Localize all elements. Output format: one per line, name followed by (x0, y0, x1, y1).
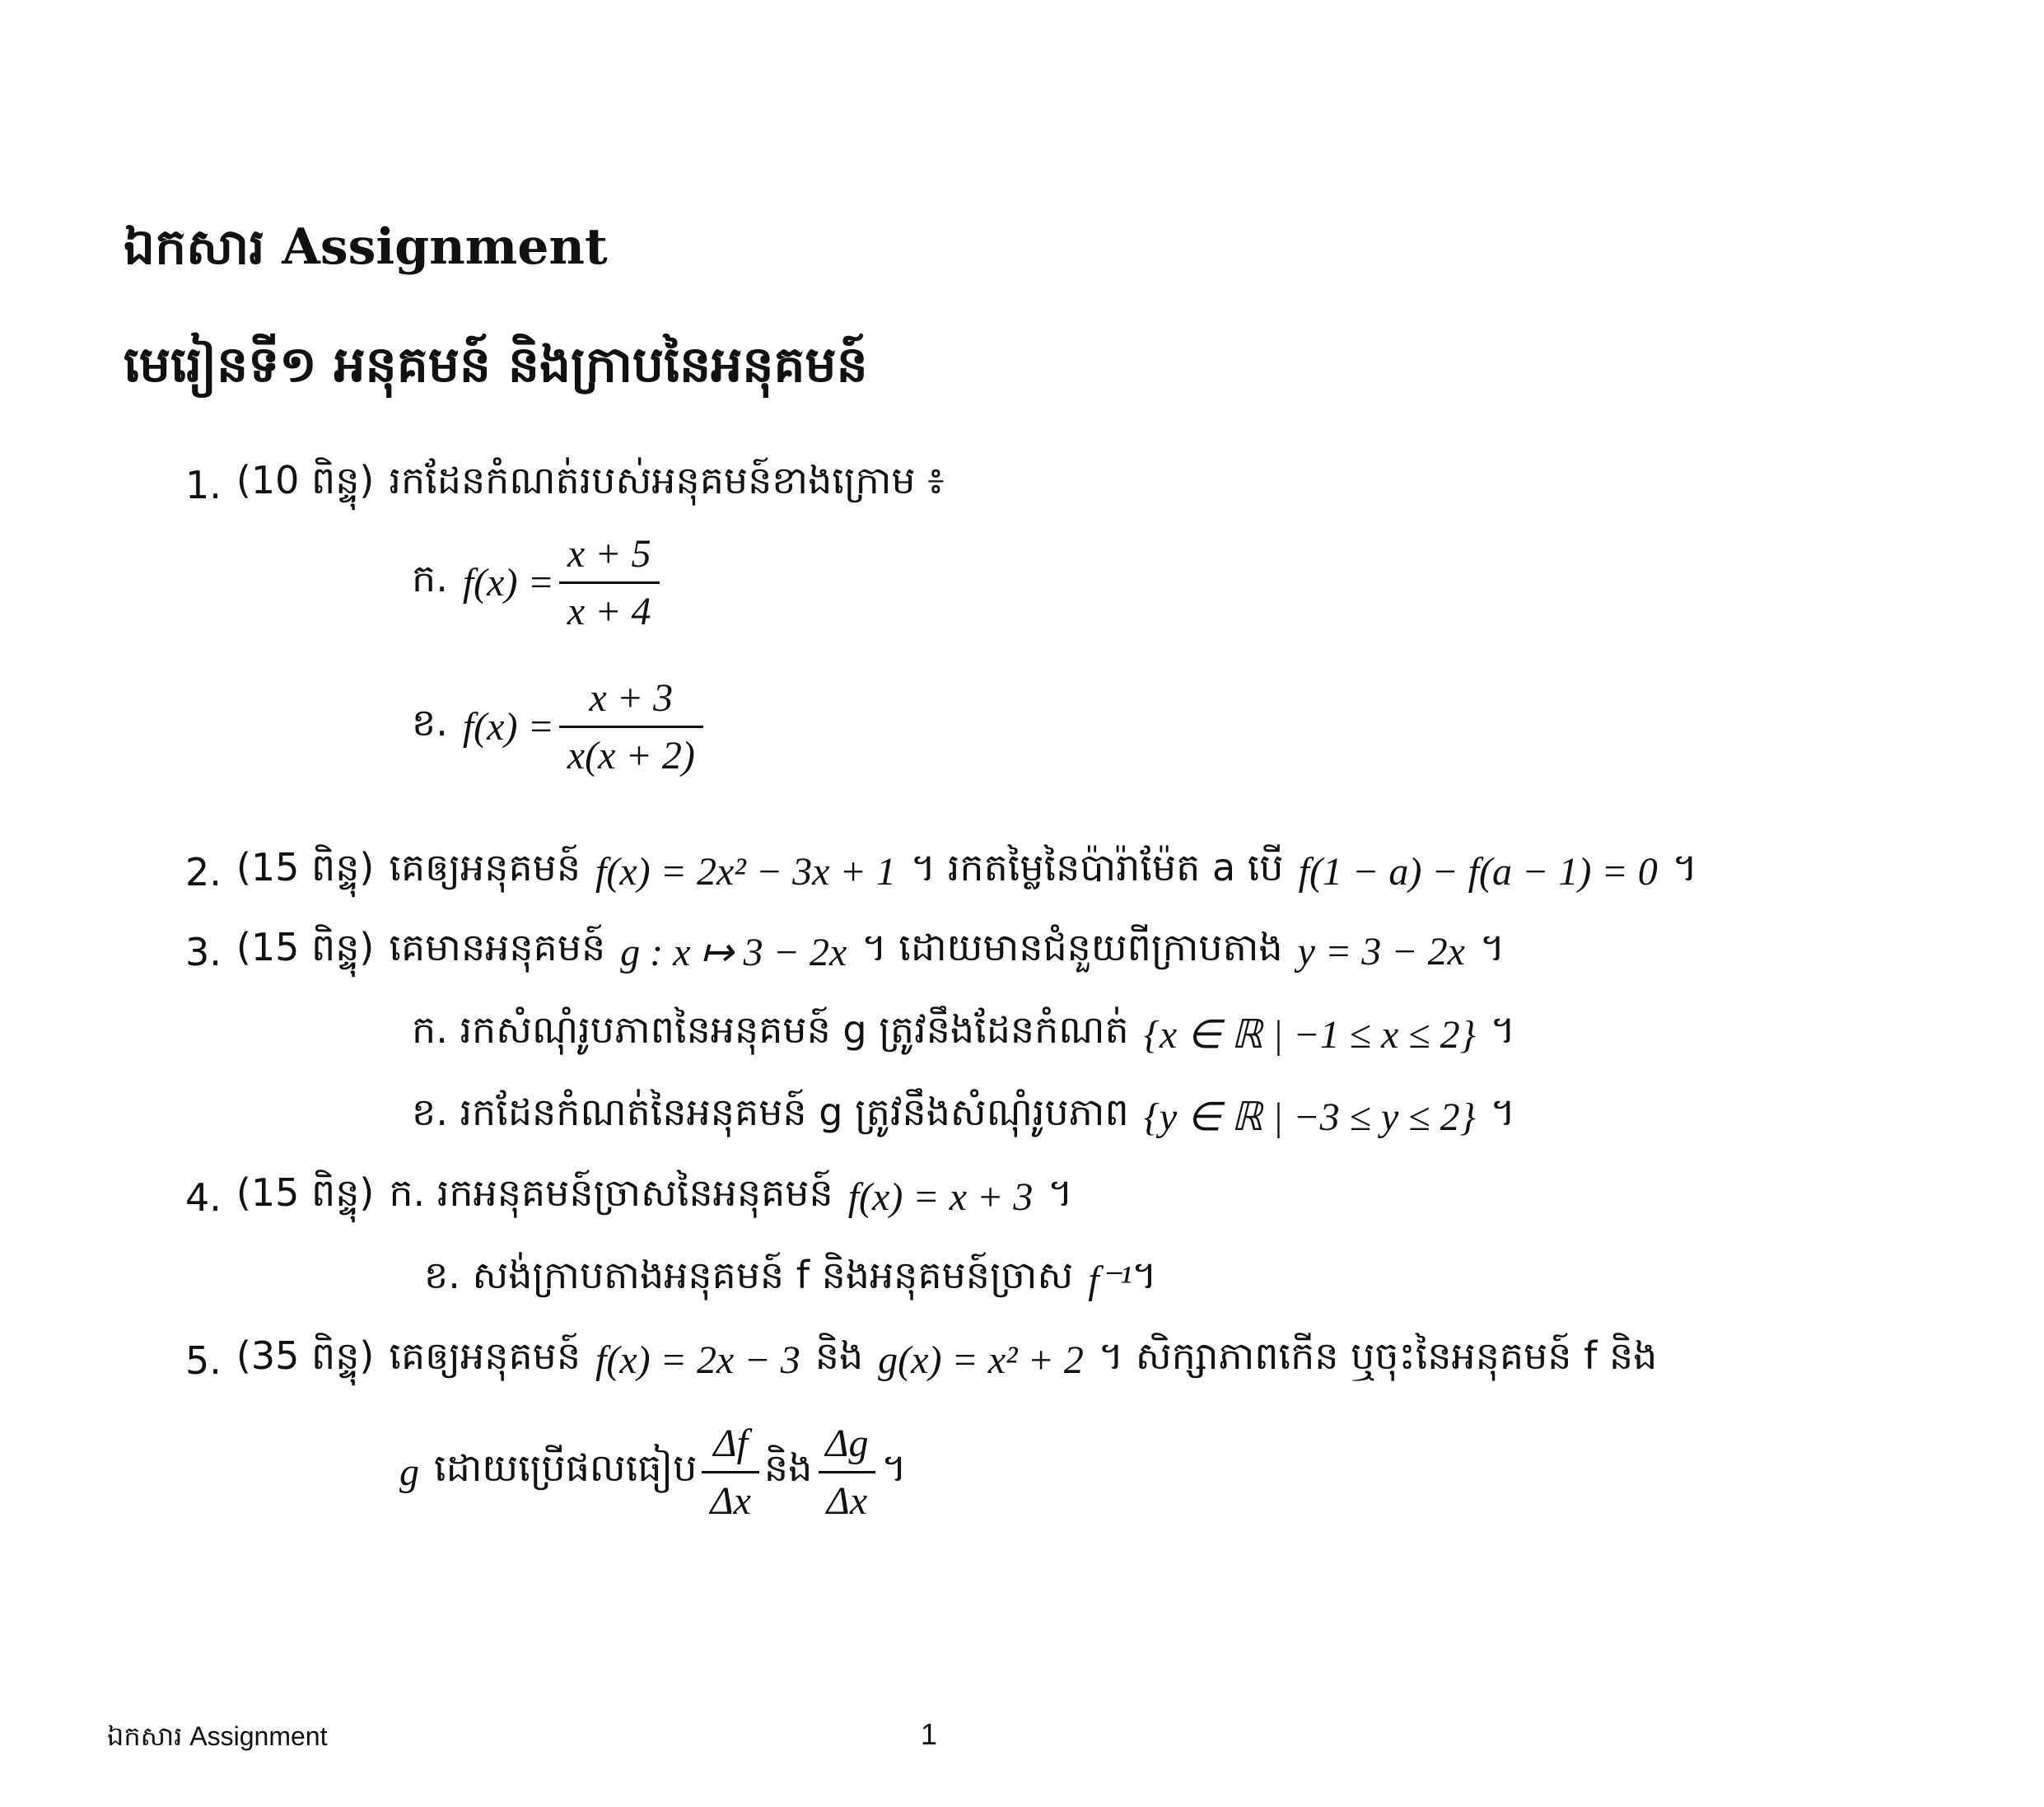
q1-a-label: ក. (412, 556, 448, 600)
q5-l2-text: ដោយប្រើផលធៀប (434, 1445, 698, 1490)
q1-part-a (412, 531, 665, 634)
q1-b-label: ខ. (412, 700, 448, 745)
q4-b-end: ។ (1132, 1253, 1157, 1297)
q5-text-3: ។ សិក្សាភាពកើន ឬចុះនៃអនុគមន៍ f និង (1098, 1333, 1658, 1378)
q3-text-1: គេមានអនុគមន៍ (389, 925, 606, 969)
question-1 (185, 457, 944, 512)
q4-number: 4. (185, 1174, 222, 1220)
q5-text-1: គេឲ្យអនុគមន៍ (389, 1333, 581, 1378)
q3-points: (15 ពិន្ទុ) (236, 925, 375, 969)
q3-text-3: ។ (1479, 925, 1505, 969)
q5-l2-and: និង (763, 1445, 813, 1490)
document-title: ឯកសារ Assignment (124, 218, 608, 276)
question-3 (185, 924, 1505, 979)
q2-text-2: ។ រកតម្លៃនៃប៉ារ៉ាម៉ែត a បើ (910, 845, 1284, 889)
q5-math-1: f(x) = 2x − 3 (595, 1338, 800, 1382)
q3-b-text: ខ. រកដែនកំណត់នៃអនុគមន៍ g ត្រូវនឹងសំណុំរូបភាព (412, 1090, 1129, 1134)
q1-a-numerator: x + 5 (567, 532, 651, 576)
q1-a-lhs: f(x) = (462, 561, 554, 605)
q5-math-2: g(x) = x² + 2 (878, 1338, 1084, 1382)
q5-l2-end: ។ (881, 1445, 907, 1490)
q5-fraction-g (817, 1421, 876, 1524)
q3-a-end: ។ (1490, 1007, 1516, 1052)
q3-math-2: y = 3 − 2x (1297, 930, 1465, 974)
q5-f-numerator: Δf (713, 1422, 748, 1465)
q2-text-3: ។ (1672, 845, 1698, 889)
q1-part-b (412, 675, 708, 778)
q5-number: 5. (185, 1338, 222, 1383)
q5-g-denominator: Δx (819, 1471, 875, 1524)
q3-number: 3. (185, 929, 222, 974)
q4-b-math: f⁻¹ (1088, 1258, 1132, 1302)
q3-text-2: ។ ដោយមានជំនួយពីក្រាបតាង (861, 925, 1283, 969)
q2-number: 2. (185, 849, 222, 894)
q1-points: (10 ពិន្ទុ) (236, 458, 375, 502)
footer-left: ឯកសារ Assignment (107, 1721, 328, 1751)
page-number: 1 (921, 1717, 938, 1751)
q4-part-b (424, 1252, 1157, 1307)
q1-b-numerator: x + 3 (589, 676, 674, 720)
q4-a-text: ក. រកអនុគមន៍ច្រាសនៃអនុគមន៍ (389, 1170, 833, 1215)
q2-math-1: f(x) = 2x² − 3x + 1 (595, 850, 896, 894)
q3-a-math: {x ∈ ℝ | −1 ≤ x ≤ 2} (1143, 1012, 1476, 1057)
q5-points: (35 ពិន្ទុ) (236, 1333, 375, 1378)
q4-b-text: ខ. សង់ក្រាបតាងអនុគមន៍ f និងអនុគមន៍ច្រាស (424, 1253, 1074, 1297)
q4-a-math: f(x) = x + 3 (847, 1175, 1034, 1219)
q2-points: (15 ពិន្ទុ) (236, 845, 375, 889)
q1-b-denominator: x(x + 2) (559, 726, 703, 778)
q3-math-1: g : x ↦ 3 − 2x (620, 930, 847, 974)
lesson-heading: មេរៀនទី១ អនុគមន៍ និងក្រាបនៃអនុគមន៍ (124, 336, 868, 394)
question-5 (185, 1333, 1657, 1388)
q3-b-math: {y ∈ ℝ | −3 ≤ y ≤ 2} (1143, 1095, 1476, 1139)
q5-g-numerator: Δg (825, 1422, 869, 1465)
q1-a-denominator: x + 4 (559, 581, 660, 634)
q3-part-a (412, 1006, 1515, 1062)
q4-points: (15 ពិន្ទុ) (236, 1170, 375, 1215)
q1-b-lhs: f(x) = (462, 705, 554, 749)
question-4 (185, 1170, 1073, 1225)
q1-b-fraction (559, 675, 703, 778)
q1-a-fraction (559, 531, 660, 634)
question-2 (185, 844, 1697, 899)
q5-f-denominator: Δx (702, 1471, 758, 1524)
q1-number: 1. (185, 462, 222, 507)
q2-text-1: គេឲ្យអនុគមន៍ (389, 845, 581, 889)
q3-a-text: ក. រកសំណុំរូបភាពនៃអនុគមន៍ g ត្រូវនឹងដែនកំណត់ (412, 1007, 1129, 1052)
q2-math-2: f(1 − a) − f(a − 1) = 0 (1298, 850, 1658, 894)
q3-b-end: ។ (1490, 1090, 1516, 1134)
q5-text-2: និង (814, 1333, 864, 1378)
q1-text: រកដែនកំណត់របស់អនុគមន៍ខាងក្រោម ៖ (389, 458, 945, 502)
q5-line-2 (399, 1421, 907, 1524)
q5-fraction-f (702, 1421, 758, 1524)
q5-g: g (399, 1450, 419, 1494)
q3-part-b (412, 1089, 1515, 1144)
q4-a-end: ។ (1048, 1170, 1073, 1215)
